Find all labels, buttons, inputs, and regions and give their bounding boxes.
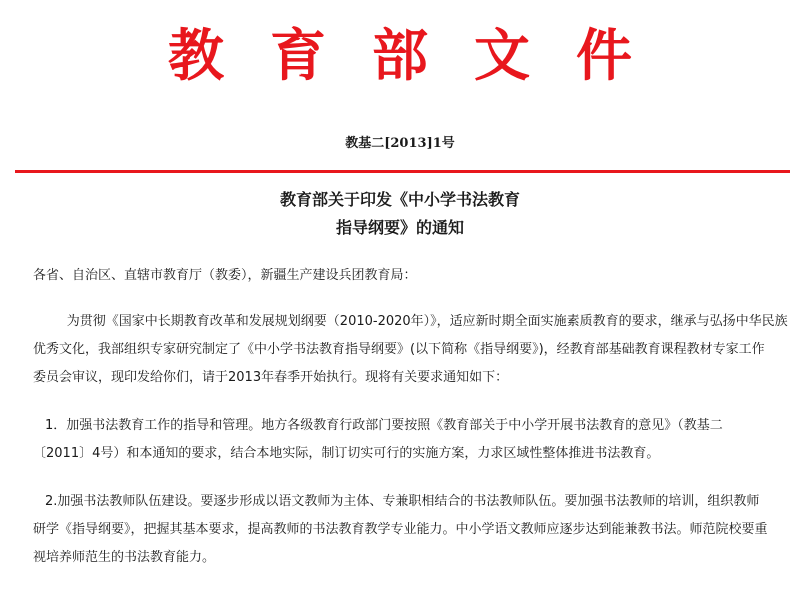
requirement-item-2 — [33, 488, 793, 572]
notice-title-line-2: 指导纲要》的通知 — [335, 218, 464, 237]
requirement-item-1 — [33, 412, 793, 468]
requirement-item-1-line-2: 〔2011〕4号）和本通知的要求，结合本地实际，制订切实可行的实施方案，力求区域性整体推进书法教育。 — [33, 446, 660, 461]
document-header — [0, 0, 800, 180]
red-divider-line — [15, 170, 790, 173]
requirement-item-2-line-2: 研学《指导纲要》，把握其基本要求，提高教师的书法教育教学专业能力。中小学语文教师应逐步达到能兼教书法。师范院校要重 — [33, 522, 768, 537]
notice-title — [0, 186, 800, 242]
notice-title-line-1: 教育部关于印发《中小学书法教育 — [279, 190, 520, 209]
document-body — [33, 262, 793, 592]
intro-paragraph-line-3: 委员会审议，现印发给你们，请于2013年春季开始执行。现将有关要求通知如下： — [33, 370, 509, 385]
intro-paragraph — [33, 308, 793, 392]
intro-paragraph-line-1: 为贯彻《国家中长期教育改革和发展规划纲要（2010-2020年）》，适应新时期全面实施素质教育的要求，继承与弘扬中华民族 — [66, 314, 788, 329]
requirement-item-1-line-1: 1．加强书法教育工作的指导和管理。地方各级教育行政部门要按照《教育部关于中小学开展书法教育的意见》（教基二 — [45, 418, 723, 433]
salutation: 各省、自治区、直辖市教育厅（教委），新疆生产建设兵团教育局： — [33, 268, 417, 283]
requirement-item-2-line-1: 2.加强书法教师队伍建设。要逐步形成以语文教师为主体、专兼职相结合的书法教师队伍。要加强书法教师的培训，组织教师 — [45, 494, 760, 509]
requirement-item-2-line-3: 视培养师范生的书法教育能力。 — [33, 550, 216, 565]
issuer-title: 教育部文件 — [168, 23, 678, 89]
intro-paragraph-line-2: 优秀文化，我部组织专家研究制定了《中小学书法教育指导纲要》(以下简称《指导纲要》)，经教育部基础教育课程教材专家工作 — [33, 342, 765, 357]
document-number: 教基二[2013]1号 — [345, 136, 455, 151]
